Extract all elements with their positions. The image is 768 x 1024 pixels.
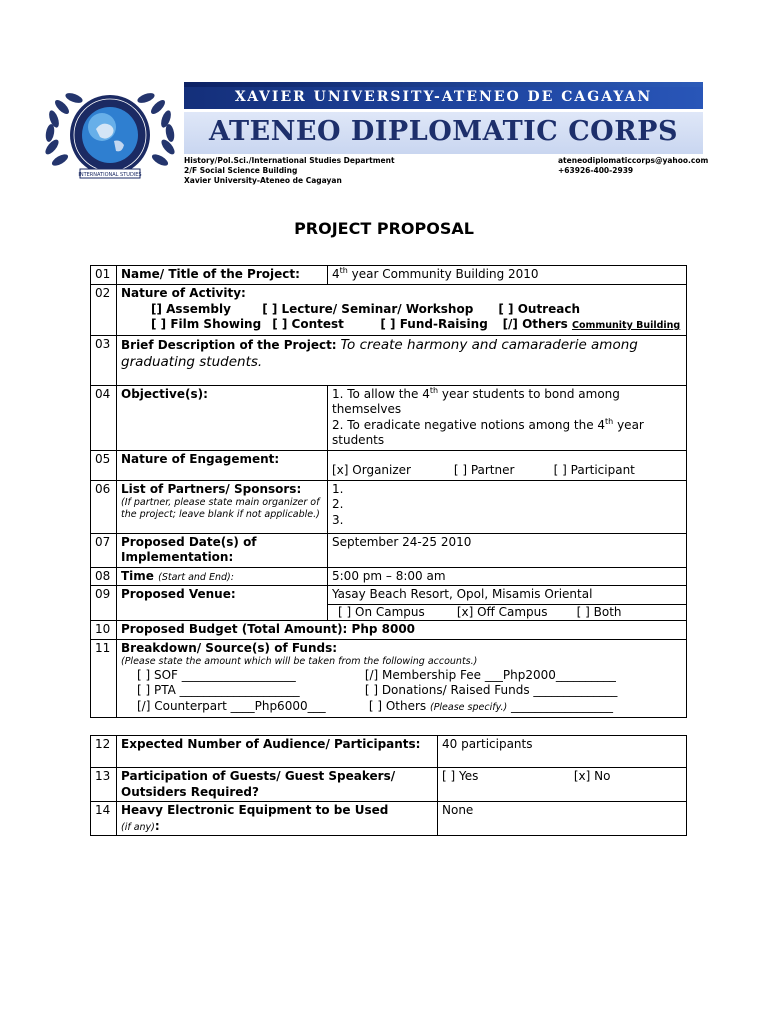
row-project-title (91, 266, 687, 285)
objective-2: 2. To eradicate negative notions among the 4th year students (332, 416, 644, 447)
row-budget (91, 621, 687, 640)
list-item: 3. (332, 512, 344, 527)
field-label: Proposed Venue: (117, 586, 328, 621)
row-venue (91, 586, 687, 621)
row-guests (91, 768, 687, 802)
department-block (184, 156, 395, 186)
option-on-campus[interactable]: [ ] On Campus (338, 604, 425, 619)
banner-top (184, 87, 703, 109)
field-label: Nature of Engagement: (117, 450, 328, 480)
row-number: 07 (91, 533, 117, 567)
list-item: 1. (332, 481, 344, 496)
partners-list (328, 480, 687, 533)
row-number: 03 (91, 335, 117, 385)
row-number: 14 (91, 802, 117, 836)
field-label: Brief Description of the Project: (121, 337, 337, 352)
list-item: 2. (332, 497, 344, 511)
fund-pta[interactable]: [ ] PTA ____________________ (137, 683, 300, 697)
option-assembly[interactable]: [] Assembly (151, 301, 231, 316)
option-contest[interactable]: [ ] Contest (272, 317, 344, 331)
university-name: XAVIER UNIVERSITY-ATENEO DE CAGAYAN (234, 89, 653, 105)
project-title-value: 4th year Community Building 2010 (328, 266, 687, 285)
row-partners (91, 480, 687, 533)
svg-text:INTERNATIONAL STUDIES: INTERNATIONAL STUDIES (78, 172, 142, 178)
description-value: To create harmony and camaraderie among graduating students. (121, 336, 638, 370)
row-equipment: 14 Heavy Electronic Equipment to be Used (if any): None (91, 802, 687, 836)
banner-main (184, 112, 703, 154)
row-number: 06 (91, 480, 117, 533)
row-nature-activity (91, 285, 687, 336)
row-time (91, 567, 687, 586)
dates-value: September 24-25 2010 (328, 533, 687, 567)
row-number: 12 (91, 736, 117, 768)
field-label: Proposed Date(s) of Implementation: (117, 533, 328, 567)
field-note: (If partner, please state main organizer of the project; leave blank if not applicable.) (121, 497, 320, 520)
page-title: PROJECT PROPOSAL (294, 219, 474, 238)
field-note: (if any) (121, 821, 155, 833)
objectives-value (328, 385, 687, 450)
university-seal (40, 87, 180, 189)
row-number: 11 (91, 639, 117, 717)
option-others[interactable]: [/] Others (502, 317, 568, 331)
dept-line: Xavier University-Ateneo de Cagayan (184, 176, 342, 185)
fund-membership[interactable]: [/] Membership Fee ___Php2000__________ (364, 667, 616, 682)
equipment-value: None (438, 802, 687, 836)
option-partner[interactable]: [ ] Partner (453, 463, 515, 477)
row-number: 09 (91, 586, 117, 621)
fund-sof[interactable]: [ ] SOF ___________________ (137, 667, 296, 682)
dept-line: History/Pol.Sci./International Studies Department (184, 156, 395, 165)
contact-block (558, 156, 708, 176)
proposal-form (90, 265, 687, 718)
row-number: 08 (91, 567, 117, 586)
option-film[interactable]: [ ] Film Showing (151, 317, 262, 331)
row-number: 10 (91, 621, 117, 640)
fund-counterpart[interactable]: [/] Counterpart ____Php6000___ (137, 698, 326, 713)
field-label: Breakdown/ Source(s) of Funds: (121, 640, 338, 655)
row-funds (91, 639, 687, 717)
option-fund-raising[interactable]: [ ] Fund-Raising (380, 317, 488, 331)
option-participant[interactable]: [ ] Participant (553, 463, 635, 477)
phone: +63926-400-2939 (558, 166, 634, 175)
row-description (91, 335, 687, 385)
field-label: Objective(s): (117, 385, 328, 450)
requirements-form (90, 735, 687, 836)
field-note: (Start and End): (158, 571, 234, 583)
audience-value: 40 participants (438, 736, 687, 768)
field-label: Expected Number of Audience/ Participants: (117, 736, 438, 768)
venue-value: Yasay Beach Resort, Opol, Misamis Oriental (328, 586, 686, 605)
budget-label: Proposed Budget (Total Amount): Php 8000 (117, 621, 687, 640)
field-note: (Please state the amount which will be taken from the following accounts.) (121, 656, 478, 667)
option-yes[interactable]: [ ] Yes (442, 769, 479, 783)
option-both[interactable]: [ ] Both (576, 604, 622, 619)
field-label: Time (121, 568, 154, 583)
row-number: 13 (91, 768, 117, 802)
org-name: ATENEO DIPLOMATIC CORPS (209, 116, 678, 147)
row-objectives (91, 385, 687, 450)
row-number: 02 (91, 285, 117, 336)
time-value: 5:00 pm – 8:00 am (328, 567, 687, 586)
email: ateneodiplomaticcorps@yahoo.com (558, 156, 709, 165)
row-dates (91, 533, 687, 567)
option-off-campus[interactable]: [x] Off Campus (456, 604, 548, 619)
field-label: Name/ Title of the Project: (117, 266, 328, 285)
field-label: Participation of Guests/ Guest Speakers/ Outsiders Required? (117, 768, 438, 802)
option-no[interactable]: [x] No (573, 769, 611, 783)
field-label: List of Partners/ Sponsors: (121, 481, 302, 496)
field-label: Heavy Electronic Equipment to be Used (121, 803, 389, 817)
fund-others[interactable]: [ ] Others (Please specify.) _________________ (368, 698, 614, 713)
row-number: 05 (91, 450, 117, 480)
dept-line: 2/F Social Science Building (184, 166, 298, 175)
others-value: Community Building (571, 320, 681, 331)
row-engagement (91, 450, 687, 480)
fund-donations[interactable]: [ ] Donations/ Raised Funds ______________ (364, 683, 618, 697)
row-number: 04 (91, 385, 117, 450)
field-label: Nature of Activity: (121, 286, 246, 300)
row-number: 01 (91, 266, 117, 285)
objective-1: 1. To allow the 4th year students to bond among themselves (332, 385, 620, 416)
option-lecture[interactable]: [ ] Lecture/ Seminar/ Workshop (262, 301, 474, 316)
option-organizer[interactable]: [x] Organizer (332, 463, 411, 477)
row-audience (91, 736, 687, 768)
option-outreach[interactable]: [ ] Outreach (498, 301, 580, 316)
